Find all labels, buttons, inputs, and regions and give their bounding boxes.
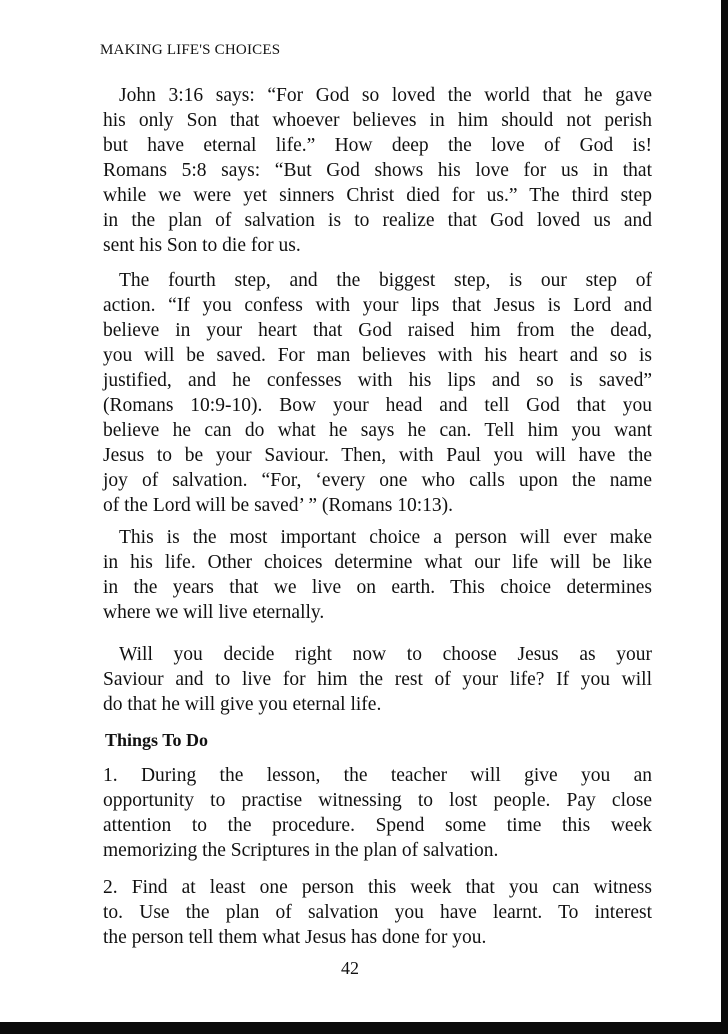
text-line: in the plan of salvation is to realize that God loved us and	[103, 210, 652, 231]
text-line: justified, and he confesses with his lips and so is saved”	[103, 370, 652, 391]
text-line: believe in your heart that God raised him from the dead,	[103, 320, 652, 341]
running-head: MAKING LIFE'S CHOICES	[100, 42, 281, 58]
text-line: do that he will give you eternal life.	[103, 694, 382, 715]
text-line: (Romans 10:9-10). Bow your head and tell God that you	[103, 395, 652, 416]
paragraph-most-important-choice	[103, 525, 652, 625]
text-line: memorizing the Scriptures in the plan of salvation.	[103, 840, 499, 861]
text-line: opportunity to practise witnessing to lost people. Pay close	[103, 790, 652, 811]
text-line: This is the most important choice a person will ever make	[119, 527, 652, 548]
text-line: in his life. Other choices determine what our life will be like	[103, 552, 652, 573]
text-line: believe he can do what he says he can. Tell him you want	[103, 420, 652, 441]
text-line: sent his Son to die for us.	[103, 235, 301, 256]
text-line: to. Use the plan of salvation you have learnt. To interest	[103, 902, 652, 923]
text-line: the person tell them what Jesus has done for you.	[103, 927, 487, 948]
text-line: attention to the procedure. Spend some time this week	[103, 815, 652, 836]
text-line: 2. Find at least one person this week that you can witness	[103, 877, 652, 898]
text-line: Saviour and to live for him the rest of your life? If you will	[103, 669, 652, 690]
paragraph-will-you-decide	[103, 642, 652, 717]
paragraph-fourth-step	[103, 268, 652, 518]
text-line: while we were yet sinners Christ died for us.” The third step	[103, 185, 652, 206]
text-line: Romans 5:8 says: “But God shows his love for us in that	[103, 160, 652, 181]
scan-edge-bottom	[0, 1022, 728, 1034]
text-line: you will be saved. For man believes with his heart and so is	[103, 345, 652, 366]
text-line: The fourth step, and the biggest step, is our step of	[119, 270, 652, 291]
text-line: joy of salvation. “For, ‘every one who calls upon the name	[103, 470, 652, 491]
text-line: Will you decide right now to choose Jesus as your	[119, 644, 652, 665]
text-line: 1. During the lesson, the teacher will give you an	[103, 765, 652, 786]
text-line: of the Lord will be saved’ ” (Romans 10:13).	[103, 495, 454, 516]
scan-edge-right	[721, 0, 728, 1034]
text-line: but have eternal life.” How deep the love of God is!	[103, 135, 652, 156]
text-line: where we will live eternally.	[103, 602, 325, 623]
things-to-do-heading: Things To Do	[105, 730, 209, 750]
text-line: John 3:16 says: “For God so loved the world that he gave	[119, 85, 652, 106]
page-number: 42	[341, 958, 359, 978]
text-line: his only Son that whoever believes in him should not perish	[103, 110, 652, 131]
paragraph-john-3-16	[103, 83, 652, 258]
text-line: Jesus to be your Saviour. Then, with Paul you will have the	[103, 445, 652, 466]
todo-item-2	[103, 875, 652, 950]
todo-item-1	[103, 763, 652, 863]
text-line: action. “If you confess with your lips that Jesus is Lord and	[103, 295, 652, 316]
text-line: in the years that we live on earth. This choice determines	[103, 577, 652, 598]
